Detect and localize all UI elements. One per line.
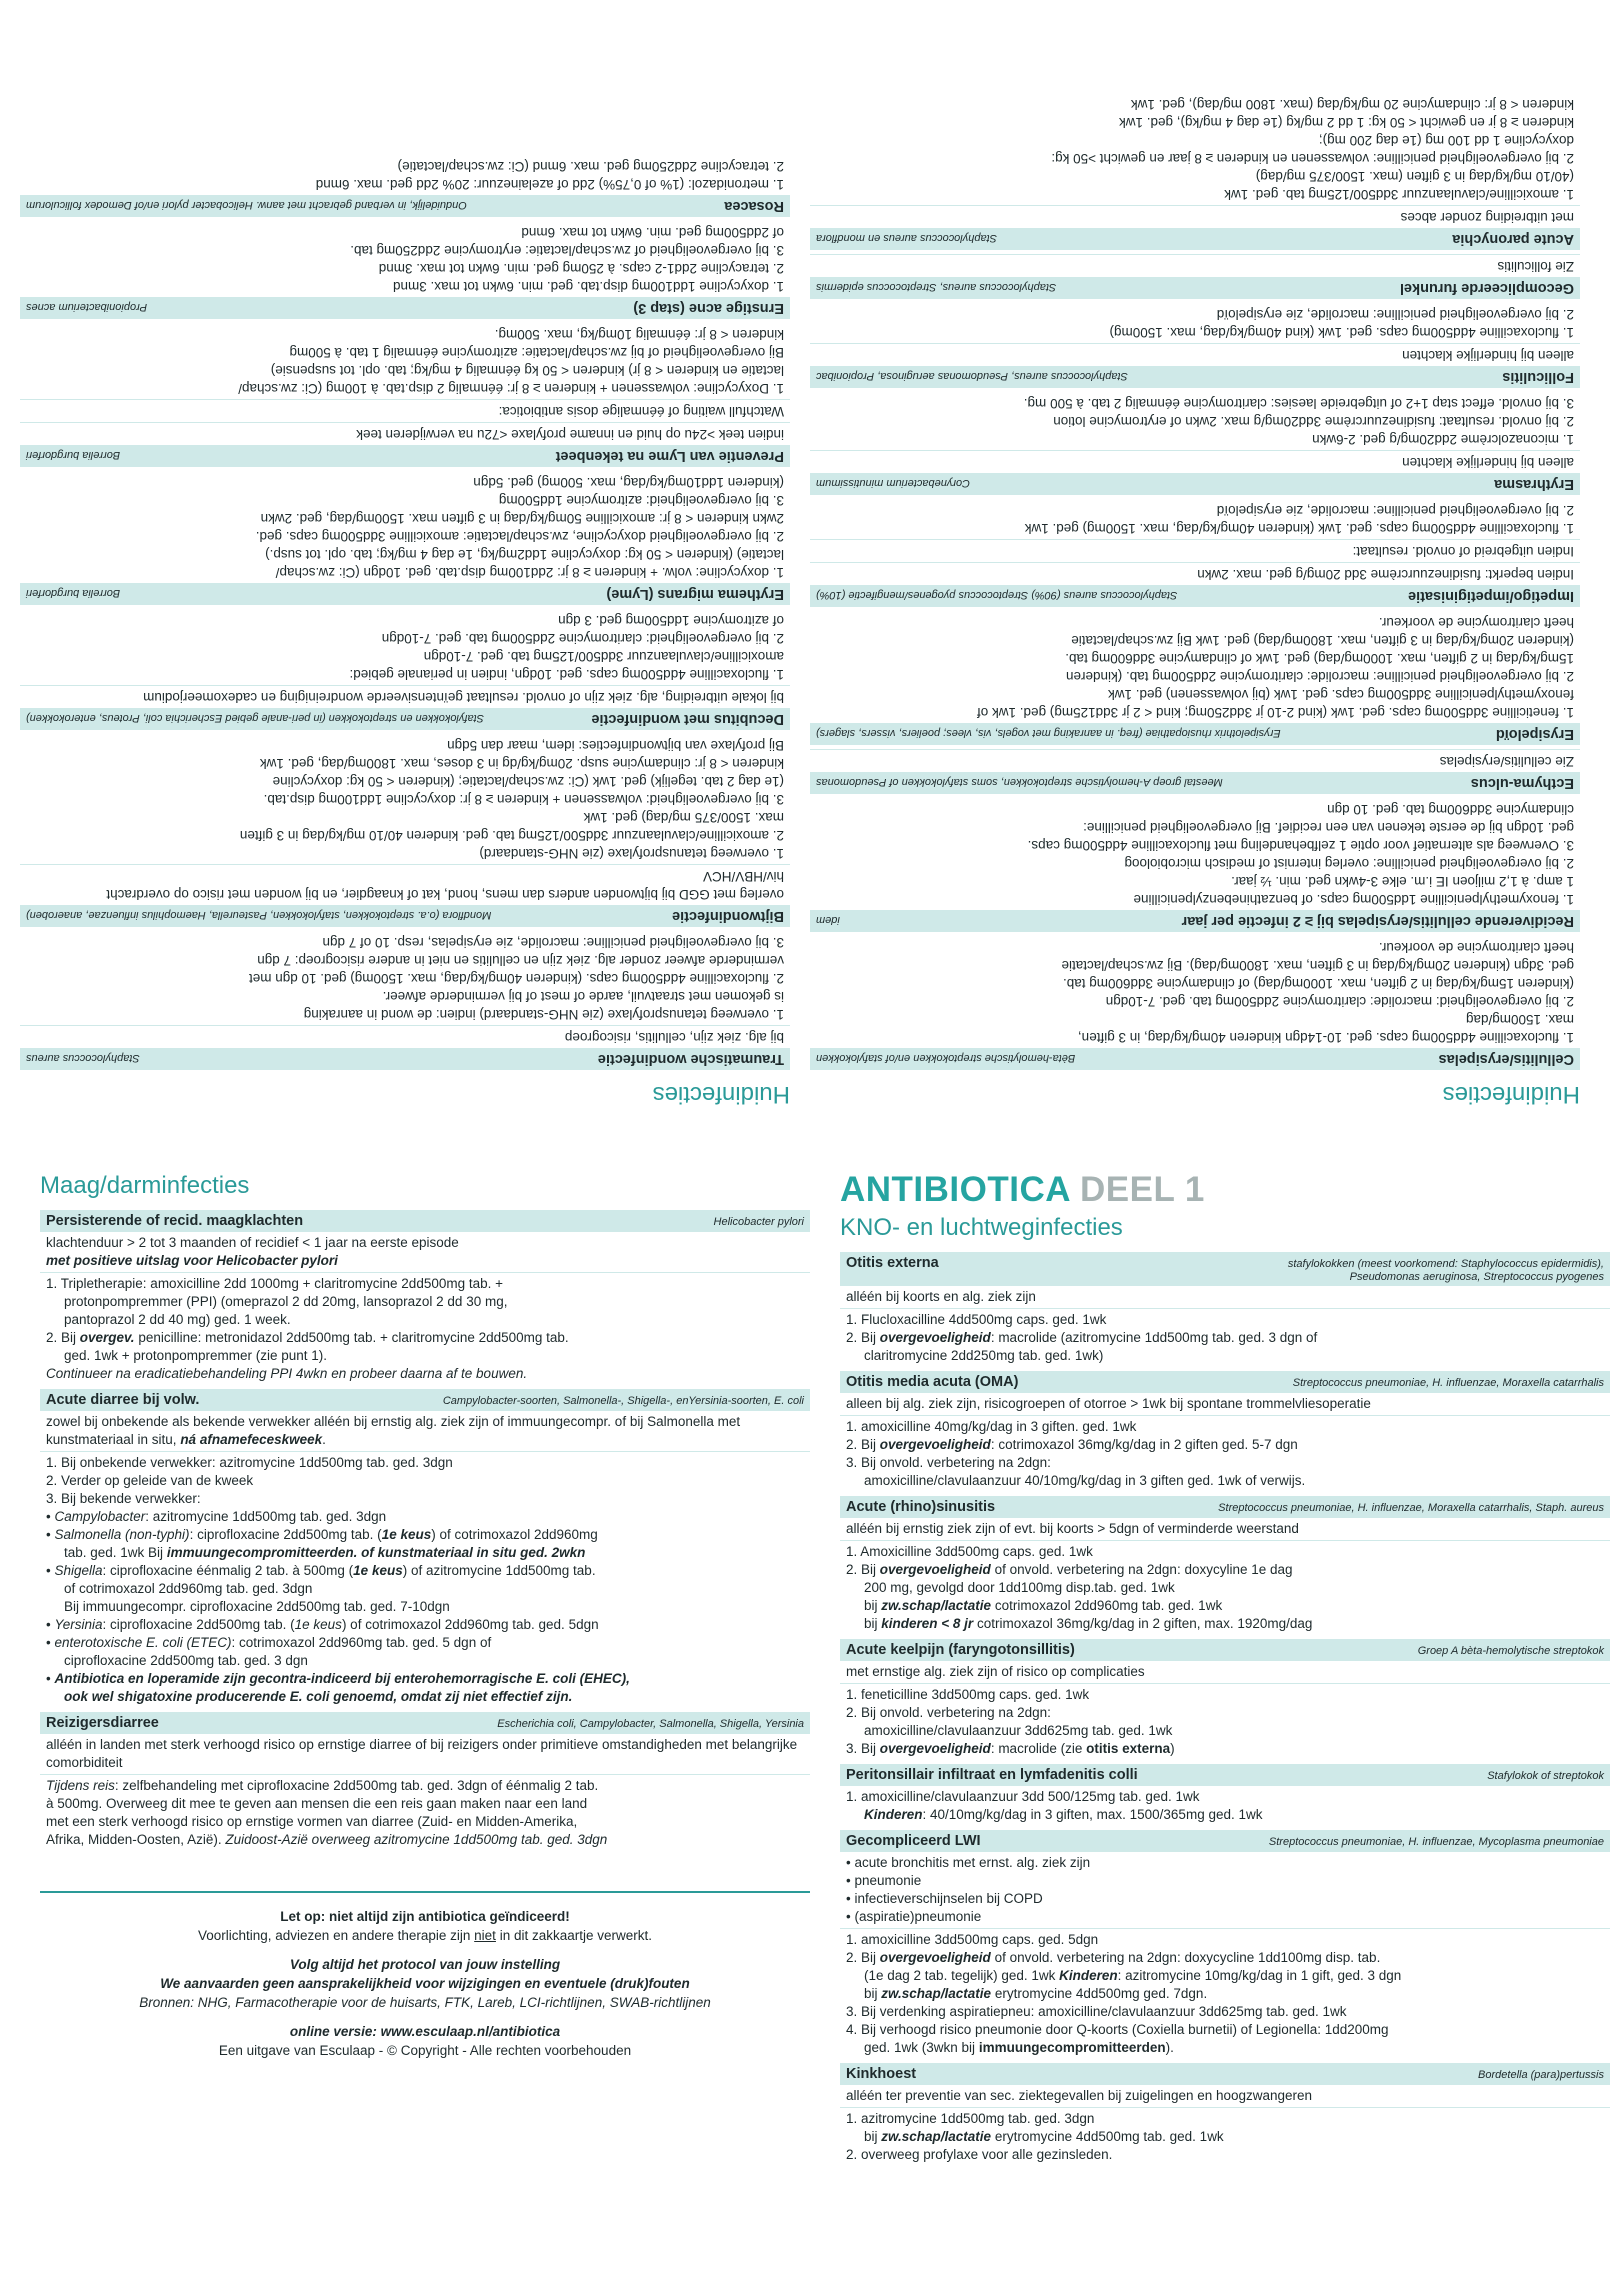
infection-header	[810, 228, 1580, 250]
treatment-line: 1. fenoxymethylpenicilline 1dd500mg caps. of benzathinebenzylpenicilline	[1133, 892, 1574, 907]
indication-text: met uitbreiding zonder abces	[810, 205, 1580, 228]
treatment-line: lactatie) (kinderen < 50 kg: doxycycline 1dd2mg/kg, 1e dag 4 mg/kg; tab. opl. tot susp.)	[265, 547, 784, 562]
treatment-text	[810, 936, 1580, 1048]
infection-title: Recidiverende cellulitis/erysipelas bij ≥ 2 infectie per jaar	[1181, 913, 1574, 929]
indication-text: Watchfull waiting of éénmalige dosis antibiotica:	[20, 399, 790, 422]
pathogen-label: Meestal groep A-hemolytische streptokokken, soms stafylokokken of Pseudomonas	[816, 776, 1223, 788]
infection-block	[810, 392, 1580, 495]
infection-title: Acute diarree bij volw.	[46, 1392, 200, 1408]
indication-text: met ernstige alg. ziek zijn of risico op complicaties	[840, 1661, 1610, 1684]
treatment-line: 2. bij overgevoeligheid penicilline: overleg internist of medisch microbioloog	[1124, 856, 1574, 871]
infection-header	[20, 905, 790, 927]
indication-text: zowel bij onbekende als bekende verwekker alléén bij ernstig alg. ziek zijn of immuungecompr. of bij Salmonella met kunstmateriaal in situ, ná afnamefeceskweek.	[40, 1411, 810, 1452]
infection-title: Bijtwondinfectie	[672, 908, 784, 924]
treatment-text	[810, 303, 1580, 343]
indication-text: alléén ter preventie van sec. ziektegevallen bij zuigelingen en hoogzwangeren	[840, 2085, 1610, 2108]
treatment-text	[40, 1452, 810, 1708]
infection-block	[40, 1389, 810, 1708]
infection-block	[810, 254, 1580, 299]
treatment-text	[20, 734, 790, 864]
infection-header	[810, 723, 1580, 745]
treatment-line: 3. Bij onvold. verbetering na 2dgn:	[846, 1455, 1051, 1470]
infection-title: Erysipeloïd	[1495, 726, 1574, 742]
treatment-text	[20, 471, 790, 583]
infection-title: Gecompliceerde furunkel	[1399, 280, 1574, 296]
indication-text: alleen bij hinderlijke klachten	[810, 343, 1580, 366]
infection-block	[840, 2063, 1610, 2166]
indication-text: Zie folliculitis	[810, 254, 1580, 277]
infection-header	[40, 1210, 810, 1232]
infection-title: Otitis externa	[846, 1255, 939, 1271]
treatment-line: • enterotoxische E. coli (ETEC): cotrimoxazol 2dd960mg tab. ged. 5 dgn of	[46, 1635, 492, 1650]
infection-title: Erythema migrans (Lyme)	[606, 586, 784, 602]
treatment-line: 1. overweeg tetanusprofylaxe (zie NHG-standaard)	[479, 846, 784, 861]
treatment-text	[20, 323, 790, 399]
indication-text: alléén in landen met sterk verhoogd risico op ernstige diarree of bij reizigers onder primitieve omstandigheden met belangrijke comorbiditeit	[40, 1734, 810, 1775]
treatment-line: kinderen < 8 jr: éénmalig 10mg/kg, max. 500mg.	[494, 327, 784, 342]
treatment-line: 200 mg, gevolgd door 1dd100mg disp.tab. ged. 1wk	[864, 1580, 1175, 1595]
infection-title: Otitis media acuta (OMA)	[846, 1374, 1019, 1390]
infection-title: Erythrasma	[1494, 476, 1574, 492]
treatment-line: 2. bij overgevoeligheid penicilline: macrolide: claritromycine 2dd500mg tab. (kinderen	[1065, 669, 1574, 684]
treatment-line: claritromycine 2dd250mg tab. ged. 1wk)	[864, 1348, 1104, 1363]
treatment-line: Bij overgevoeligheid of bij zw.schap/lactatie: azitromycine éénmalig 1 tab. à 500mg	[289, 345, 784, 360]
infection-title: Persisterende of recid. maagklachten	[46, 1213, 304, 1229]
pathogen-label: Corynebacterium minutissimum	[816, 477, 971, 489]
copyright-text: Een uitgave van Esculaap - © Copyright - Alle rechten voorbehouden	[218, 2043, 632, 2058]
pathogen-label: Staphylococcus aureus en mondflora	[816, 232, 997, 244]
infection-header	[840, 1496, 1610, 1518]
indication-text: indien teek >24u op huid en inname profylaxe <72u na verwijderen teek	[20, 422, 790, 445]
infection-block	[840, 1830, 1610, 2059]
treatment-line: (1e dag 2 tab. tegelijk) ged. 1wk (Ci: zw.schap/lactatie; (kinderen < 50 kg: doxycycline	[272, 774, 784, 789]
treatment-line: 1. overweeg tetanusprofylaxe (zie NHG-standaard) indien: de wond in aanraking	[303, 1007, 784, 1022]
treatment-line: ciprofloxacine 2dd500mg tab. ged. 3 dgn	[64, 1653, 308, 1668]
treatment-line: protonpompremmer (PPI) (omeprazol 2 dd 20mg, lansoprazol 2 dd 30 mg,	[64, 1294, 508, 1309]
treatment-line: kinderen < 8 jr: clindamycine 20 mg/kg/dag (max. 1800 mg/dag), ged. 1wk	[1130, 97, 1574, 112]
skin-infections-panel-1	[810, 0, 1580, 1110]
infection-title: Peritonsillair infiltraat en lymfadenitis colli	[846, 1767, 1138, 1783]
treatment-line: 1. Tripletherapie: amoxicilline 2dd 1000mg + claritromycine 2dd500mg tab. +	[46, 1276, 504, 1291]
infection-header	[810, 366, 1580, 388]
pathogen-label: Bordetella (para)pertussis	[1478, 2069, 1604, 2081]
sources-text: Bronnen: NHG, Farmacotherapie voor de huisarts, FTK, Lareb, LCI-richtlijnen, SWAB-richtlijnen	[139, 1995, 711, 2010]
indication-text: bij lokale uitbreiding, alg. ziek zijn of onvold. resultaat geïntensiveerde wondreiniging en cadexomeerjodium	[20, 685, 790, 708]
treatment-text	[840, 1684, 1610, 1760]
treatment-text	[810, 93, 1580, 205]
treatment-line: 3. Overweeg als alternatief voor optie 1 zelfbehandeling met flucloxacilline 4dd500mg caps.	[1027, 838, 1574, 853]
infection-block	[810, 798, 1580, 932]
treatment-line: 15mg/kg/dag in 2 giften, max. 1000mg/dag) ged. 1wk of clindamycine 3dd600mg tab.	[1065, 651, 1574, 666]
treatment-line: 1. metronidazol: (1% of 0,75%) 2dd of azelainezuur: 20% 2dd ged. max. 6mnd	[315, 177, 784, 192]
treatment-line: lactatie en kinderen < 8 jr) kinderen < 50 kg éénmalig 4 mg/kg; tab. opl. tot suspensie)	[270, 363, 784, 378]
treatment-line: (40/10 mg/kg/dag in 3 giften (max. 1500/375 mg/dag)	[1255, 169, 1574, 184]
treatment-line: of cotrimoxazol 2dd960mg tab. ged. 3dgn	[64, 1581, 313, 1596]
treatment-line: 3. Bij bekende verwekker:	[46, 1491, 201, 1506]
indication-text: Zie cellulitis/erysipelas	[810, 749, 1580, 772]
indication-text: Indien uitgebreid of onvold. resultaat:	[810, 539, 1580, 562]
treatment-line: 3. bij overgevoeligheid: volwassenen + kinderen ≥ 8 jr: doxycycline 1dd100mg disp.tab.	[263, 792, 784, 807]
pathogen-label: Helicobacter pylori	[713, 1216, 804, 1228]
infection-block	[40, 1210, 810, 1385]
pathogen-label: idem	[816, 914, 840, 926]
infection-block	[810, 93, 1580, 250]
pathogen-label: Campylobacter-soorten, Salmonella-, Shigella-, enYersinia-soorten, E. coli	[442, 1395, 804, 1407]
infection-title: Rosacea	[724, 198, 784, 214]
infection-header	[40, 1712, 810, 1734]
indication-text: alleen bij alg. ziek zijn, risicogroepen of otorroe > 1wk bij spontane trommelvliesoperatie	[840, 1393, 1610, 1416]
block-list	[20, 155, 790, 1070]
pathogen-label: Stafylokokken en streptokokken (in peri-anale gebied Escherichia coli, Proteus, enterokokken)	[26, 712, 484, 724]
treatment-line: Kinderen: 40/10mg/kg/dag in 3 giften, max. 1500/365mg ged. 1wk	[864, 1807, 1263, 1822]
treatment-line: 2. bij overgevoeligheid penicilline: volwassenen en kinderen ≥ 8 jaar en gewicht >50 kg:	[1051, 151, 1574, 166]
treatment-line: (kinderen 1dd10mg/kg/dag, max. 500mg) ged. 5dgn	[473, 475, 784, 490]
infection-block	[20, 734, 790, 927]
treatment-line: 2. overweeg profylaxe voor alle gezinsleden.	[846, 2147, 1113, 2162]
treatment-line: verminderde afweer zonder alg. ziek zijn en cellulitis en niet in andere risicogroep: 7 dgn	[257, 953, 784, 968]
infection-block	[40, 1712, 810, 1851]
pathogen-label: Staphylococcus aureus, Streptococcus epidermis	[816, 281, 1057, 293]
block-list	[810, 93, 1580, 1070]
treatment-line: 1. Flucloxacilline 4dd500mg caps. ged. 1wk	[846, 1312, 1107, 1327]
treatment-line: 1. miconazolcrème 2dd20mg/g ged. 2-6wkn	[1312, 432, 1574, 447]
treatment-line: 2. bij overgevoeligheid penicilline: macrolide, zie erysipeloïd	[1216, 307, 1574, 322]
treatment-line: 1. doxycycline: volw. + kinderen ≥ 8 jr: 2dd100mg disp.tab. ged. 10dgn (Ci: zw.schap/	[275, 565, 784, 580]
infection-title: Preventie van Lyme na tekenbeet	[555, 448, 784, 464]
pathogen-label: Escherichia coli, Campylobacter, Salmonella, Shigella, Yersinia	[497, 1718, 804, 1730]
infection-block	[810, 499, 1580, 607]
treatment-line: of 2dd500mg ged. min. 6wkn tot max. 6mnd	[521, 225, 784, 240]
infection-header	[840, 1639, 1610, 1661]
warning-text: Let op: niet altijd zijn antibiotica geïndiceerd!	[280, 1909, 570, 1924]
treatment-line: 1. feneticilline 3dd500mg caps. ged. 1wk (kind 2-10 jr 3dd250mg; kind < 2 jr 3dd125mg) ged. 1wk of	[977, 705, 1574, 720]
infection-block	[840, 1496, 1610, 1635]
treatment-text	[20, 609, 790, 685]
treatment-text	[20, 221, 790, 297]
infection-header	[20, 297, 790, 319]
treatment-line: Tijdens reis: zelfbehandeling met ciprofloxacine 2dd500mg tab. ged. 3dgn of éénmalig 2 tab.	[46, 1778, 599, 1793]
infection-header	[20, 708, 790, 730]
treatment-line: (1e dag 2 tab. tegelijk) ged. 1wk Kinderen: azitromycine 10mg/kg/dag in 1 gift, ged. 3 dgn	[864, 1968, 1402, 1983]
indication-text: alléén bij koorts en alg. ziek zijn	[840, 1286, 1610, 1309]
treatment-line: • Antibiotica en loperamide zijn gecontra-indiceerd bij enterohemorragische E. coli (EHEC),	[46, 1671, 630, 1686]
block-list	[840, 1252, 1610, 2166]
pathogen-label: Staphylococcus aureus	[26, 1052, 140, 1064]
treatment-line: 1. flucloxacilline 4dd500mg caps. ged. 1wk (kind 40mg/kg/dag, max. 1500mg)	[1109, 325, 1574, 340]
infection-title: Decubitus met wondinfectie	[591, 711, 784, 727]
treatment-line: Bij immuungecompr. ciprofloxacine 2dd500mg tab. ged. 7-10dgn	[64, 1599, 450, 1614]
infection-header	[810, 772, 1580, 794]
treatment-line: 2. Verder op geleide van de kweek	[46, 1473, 254, 1488]
section-title: Huidinfecties	[1442, 1081, 1580, 1108]
infection-block	[20, 221, 790, 319]
treatment-line: 2. bij overgevoeligheid penicilline: macrolide, zie erysipeloïd	[1216, 503, 1574, 518]
treatment-line: 3. bij overgevoeligheid penicilline: macrolide, zie erysipelas, resp. 10 of 7 dgn	[322, 935, 784, 950]
infection-block	[840, 1639, 1610, 1760]
ent-respiratory-panel	[840, 1170, 1610, 2280]
infection-header	[810, 585, 1580, 607]
treatment-line: Afrika, Midden-Oosten, Azië). Zuidoost-Azië overweeg azitromycine 1dd500mg tab. ged. 3dgn	[46, 1832, 608, 1847]
infection-header	[810, 910, 1580, 932]
infection-header	[20, 583, 790, 605]
treatment-line: 2. Bij overgev. penicilline: metronidazol 2dd500mg tab. + claritromycine 2dd500mg tab.	[46, 1330, 569, 1345]
treatment-text	[810, 499, 1580, 539]
infection-title: Traumatische wondinfectie	[597, 1051, 784, 1067]
treatment-line: pantoprazol 2 dd 40 mg) ged. 1 week.	[64, 1312, 291, 1327]
infection-block	[840, 1764, 1610, 1826]
treatment-line: (kinderen 15mg/kg/dag in 2 giften, max. 1000mg/dag) of clindamycine 3dd600mg tab.	[1062, 976, 1574, 991]
treatment-line: • Salmonella (non-typhi): ciprofloxacine 2dd500mg tab. (1e keus) of cotrimoxazol 2dd960mg	[46, 1527, 598, 1542]
treatment-line: 1. amoxicilline/clavulaanzuur 3dd 500/125mg tab. ged. 1wk	[846, 1789, 1200, 1804]
treatment-text	[810, 392, 1580, 450]
infection-title: Cellulitis/erysipelas	[1438, 1051, 1574, 1067]
infection-header	[810, 1048, 1580, 1070]
treatment-line: 1. flucloxacilline 4dd500mg caps. ged. 1wk (kinderen 40mg/kg/dag, max. 1500mg) ged. 1wk	[1024, 521, 1574, 536]
treatment-line: 1. amoxicilline 3dd500mg caps. ged. 5dgn	[846, 1932, 1099, 1947]
treatment-text	[810, 611, 1580, 723]
treatment-text	[810, 798, 1580, 910]
indication-text: bij alg. ziek zijn, cellulitis, risicogroep	[20, 1025, 790, 1048]
treatment-line: heeft claritromycine de voorkeur.	[1378, 615, 1574, 630]
online-link[interactable]: online versie: www.esculaap.nl/antibiotica	[289, 2024, 561, 2039]
treatment-line: 2. flucloxacilline 4dd500mg caps. (kinderen 40mg/kg/dag, max. 1500mg) ged. 10 dgn met	[248, 971, 784, 986]
gastro-infections-panel	[40, 1170, 810, 2280]
treatment-line: bij kinderen < 8 jr cotrimoxazol 36mg/kg/dag in 2 giften, max. 1920mg/dag	[864, 1616, 1313, 1631]
treatment-line: met een sterk verhoogd risico op ernstige vormen van diarree (Zuid- en Midden-Amerika,	[46, 1814, 578, 1829]
infection-title: Acute keelpijn (faryngotonsillitis)	[846, 1642, 1075, 1658]
treatment-line: amoxicilline/clavulaanzuur 3dd625mg tab. ged. 1wk	[864, 1723, 1173, 1738]
infection-block	[810, 611, 1580, 745]
treatment-text	[840, 2108, 1610, 2166]
treatment-line: 1. feneticilline 3dd500mg caps. ged. 1wk	[846, 1687, 1090, 1702]
info-text: Voorlichting, adviezen en andere therapie zijn niet in dit zakkaartje verwerkt.	[197, 1928, 653, 1943]
treatment-text	[40, 1775, 810, 1851]
treatment-line: 1. azitromycine 1dd500mg tab. ged. 3dgn	[846, 2111, 1095, 2126]
treatment-line: 2. bij onvold. resultaat: fusidinezuurcrème 3dd20mg/g max. 2wkn of erytromycine lotion	[1053, 414, 1574, 429]
infection-header	[20, 1048, 790, 1070]
treatment-line: 1. flucloxacilline 4dd500mg caps. ged. 10-14dgn kinderen 40mg/kg/dag, in 3 giften,	[1077, 1030, 1574, 1045]
treatment-line: 2. Bij overgevoeligheid: cotrimoxazol 36mg/kg/dag in 2 giften ged. 5-7 dgn	[846, 1437, 1298, 1452]
infection-block	[810, 303, 1580, 388]
treatment-line: amoxicilline/clavulaanzuur 3dd500/125mg tab. ged. 7-10dgn	[423, 649, 784, 664]
pathogen-label: Propionibacterium acnes	[26, 301, 148, 313]
pathogen-label: Streptococcus pneumoniae, H. influenzae, Mycoplasma pneumoniae	[1268, 1836, 1604, 1848]
treatment-text	[840, 1929, 1610, 2059]
block-list	[40, 1210, 810, 1851]
infection-block	[840, 1252, 1610, 1367]
indication-text: overleg met GGD bij bijtwonden anders dan mens, hond, kat of knaagdier, en bij wonden met risico op overdracht hiv/HBV/HCV	[20, 864, 790, 905]
treatment-text	[840, 1786, 1610, 1826]
treatment-line: bij zw.schap/lactatie cotrimoxazol 2dd960mg tab. ged. 1wk	[864, 1598, 1223, 1613]
infection-block	[810, 749, 1580, 794]
treatment-line: 2. Bij onvold. verbetering na 2dgn:	[846, 1705, 1051, 1720]
treatment-line: 1. amoxicilline/clavulaanzuur 3dd500/125mg tab. ged. 1wk	[1224, 187, 1574, 202]
treatment-line: • Campylobacter: azitromycine 1dd500mg tab. ged. 3dgn	[46, 1509, 387, 1524]
treatment-text	[840, 1541, 1610, 1635]
treatment-line: • Shigella: ciprofloxacine éénmalig 2 tab. à 500mg (1e keus) of azitromycine 1dd500mg tab.	[46, 1563, 596, 1578]
treatment-line: ged. 1wk + protonpompremmer (zie punt 1).	[64, 1348, 327, 1363]
pathogen-label: Stafylokok of streptokok	[1487, 1770, 1604, 1782]
section-title: KNO- en luchtweginfecties	[840, 1214, 1123, 1241]
infection-header	[810, 473, 1580, 495]
pathogen-label: Bèta-hemolytische streptokokken en/of stafylokokken	[816, 1052, 1076, 1064]
indication-text: alleen bij hinderlijke klachten	[810, 450, 1580, 473]
treatment-line: 2. bij overgevoeligheid doxycycline, zw.schap/lactatie: amoxicilline 3dd500mg caps. ged.	[255, 529, 784, 544]
infection-header	[20, 195, 790, 217]
treatment-line: 1. flucloxacilline 4dd500mg caps. ged. 10dgn, indien in perianale gebied:	[349, 667, 784, 682]
treatment-line: kinderen < 8 jr: clindamycine susp. 20mg/kg/dg in 3 doses, max. 1800mg/dag, ged. 1wk	[259, 756, 784, 771]
treatment-line: 1 amp. à 1,2 miljoen IE i.m. elke 3-4wkn ged. min. ½ jaar.	[1231, 874, 1574, 889]
infection-header	[840, 1830, 1610, 1852]
treatment-line: clindamycine 3dd600mg tab. ged. 10 dgn	[1327, 802, 1574, 817]
disclaimer-footer	[40, 1891, 810, 2060]
pathogen-label: Onduidelijk, in verband gebracht met aanw. Helicobacter pylori en/of Demodex folliculorum	[26, 199, 467, 211]
infection-header	[810, 277, 1580, 299]
infection-title: Acute paronychia	[1452, 231, 1574, 247]
treatment-line: 1. Amoxicilline 3dd500mg caps. ged. 1wk	[846, 1544, 1093, 1559]
infection-header	[40, 1389, 810, 1411]
skin-infections-panel-2	[20, 0, 790, 1110]
treatment-text	[20, 931, 790, 1025]
treatment-line: ook wel shigatoxine producerende E. coli genoemd, omdat zij niet effectief zijn.	[64, 1689, 573, 1704]
infection-header	[840, 1764, 1610, 1786]
treatment-line: tab. ged. 1wk Bij immuungecompromitteerden. of kunstmateriaal in situ ged. 2wkn	[64, 1545, 586, 1560]
treatment-line: 2. amoxicilline/clavulaanzuur 3dd500/125mg tab. ged. kinderen 40/10 mg/kg/dag in 3 giften	[239, 828, 784, 843]
treatment-line: 3. Bij overgevoeligheid: macrolide (zie otitis externa)	[846, 1741, 1175, 1756]
treatment-line: 3. Bij verdenking aspiratiepneu: amoxicilline/clavulaanzuur 3dd625mg tab. ged. 1wk	[846, 2004, 1347, 2019]
indication-text: alléén bij ernstig ziek zijn of evt. bij koorts > 5dgn of verminderde weerstand	[840, 1518, 1610, 1541]
treatment-line: heeft claritromycine de voorkeur.	[1378, 940, 1574, 955]
indication-text: Indien beperkt: fusidinezuurcrème 3dd 20mg/g ged. max. 2wkn	[810, 562, 1580, 585]
infection-header	[20, 445, 790, 467]
treatment-line: kinderen ≥ 8 jr en gewicht < 50 kg: 1 dd 2 mg/kg (1e dag 4 mg/kg), ged. 1wk	[1118, 115, 1574, 130]
pathogen-label: Streptococcus pneumoniae, H. influenzae, Moraxella catarrhalis, Staph. aureus	[1218, 1502, 1604, 1514]
indication-text: • acute bronchitis met ernst. alg. ziek zijn • pneumonie • infectieverschijnselen bij COPD • (aspiratie)pneumonie	[840, 1852, 1610, 1929]
treatment-line: fenoxymethylpenicilline 3dd500mg caps. ged. 1wk (bij volwassenen) ged. 1wk	[1107, 687, 1574, 702]
treatment-line: à 500mg. Overweeg dit mee te geven aan mensen die een reis gaan maken naar een land	[46, 1796, 588, 1811]
infection-title: Reizigersdiarree	[46, 1715, 159, 1731]
pathogen-label: Borrelia burgdorferi	[26, 587, 121, 599]
treatment-line: (kinderen 20mg/kg/dag in 3 giften, max. 1800mg/dag) ged. 1wk Bij zw.schap/lactatie	[1071, 633, 1574, 648]
section-title: Huidinfecties	[652, 1081, 790, 1108]
treatment-line: is gekomen met straatvuil, aarde of mest of bij verminderde afweer.	[382, 989, 784, 1004]
infection-block	[20, 609, 790, 730]
infection-title: Folliculitis	[1502, 369, 1574, 385]
card-title	[840, 1170, 1610, 1210]
section-title: Maag/darminfecties	[40, 1172, 250, 1199]
card-title-main: ANTIBIOTICA	[840, 1170, 1070, 1209]
pathogen-label: stafylokokken (meest voorkomend: Staphylococcus epidermidis), Pseudomonas aeruginosa, Streptococcus pyogenes	[1287, 1258, 1604, 1283]
treatment-line: 4. Bij verhoogd risico pneumonie door Q-koorts (Coxiella burnetii) of Legionella: 1dd200mg	[846, 2022, 1389, 2037]
treatment-text	[840, 1309, 1610, 1367]
treatment-line: Continueer na eradicatiebehandeling PPI 4wkn en probeer daarna af te bouwen.	[46, 1366, 528, 1381]
infection-header	[840, 1252, 1610, 1286]
infection-title: Impetigo/impetiginisatie	[1408, 588, 1574, 604]
treatment-text	[840, 1416, 1610, 1492]
infection-header	[840, 2063, 1610, 2085]
card-title-part: DEEL 1	[1079, 1170, 1205, 1209]
treatment-line: 1. Doxycycline: volwassenen + kinderen ≥ 8 jr: éénmalig 2 disp.tab. à 100mg (Ci: zw.schap/	[238, 381, 784, 396]
pathogen-label: Staphylococcus aureus (90%) Streptococcus pyogenes/mengifectie (10%)	[816, 589, 1178, 601]
infection-header	[840, 1371, 1610, 1393]
infection-title: Kinkhoest	[846, 2066, 917, 2082]
liability-text: We aanvaarden geen aansprakelijkheid voor wijzigingen en eventuele (druk)fouten	[160, 1976, 690, 1991]
treatment-line: 2. Bij overgevoeligheid of onvold. verbetering na 2dgn: doxycycline 1dd100mg disp. tab.	[846, 1950, 1381, 1965]
treatment-line: bij zw.schap/lactatie erytromycine 4dd500mg tab. ged. 1wk	[864, 2129, 1224, 2144]
treatment-line: max. 1500mg/dag	[1465, 1012, 1574, 1027]
infection-block	[20, 155, 790, 217]
pathogen-label: Mondflora (o.a. streptokokken, stafylokokken, Pasteurella, Haemophilus influenzae, anaeroben)	[26, 909, 492, 921]
treatment-line: max. 1500/375 mg/dag) ged. 1wk	[583, 810, 784, 825]
treatment-line: 2. tetracycline 2dd250mg ged. max. 6mnd (Ci: zw.schap/lactatie)	[397, 159, 784, 174]
infection-title: Ecthyma-ulcus	[1470, 775, 1574, 791]
treatment-line: Bij profylaxe van bijtwondinfecties: idem, maar dan 5dgn	[447, 738, 784, 753]
pathogen-label: Borrelia burgdorferi	[26, 449, 121, 461]
treatment-line: 2. bij overgevoeligheid: macrolide: claritromycine 2dd500mg tab. ged. 7-10dgn	[1105, 994, 1574, 1009]
infection-block	[20, 931, 790, 1070]
treatment-line: of azitromycine 1dd500mg ged. 3 dgn	[558, 613, 784, 628]
treatment-line: 1. doxycycline 1dd100mg disp.tab. ged. min. 6wkn tot max. 3mnd	[393, 279, 784, 294]
treatment-line: 1. Bij onbekende verwekker: azitromycine 1dd500mg tab. ged. 3dgn	[46, 1455, 453, 1470]
infection-block	[20, 471, 790, 605]
treatment-line: doxycycline 1 dd 100 mg (1e dag 200 mg);	[1318, 133, 1574, 148]
treatment-line: 2. Bij overgevoeligheid: macrolide (azitromycine 1dd500mg tab. ged. 3 dgn of	[846, 1330, 1318, 1345]
treatment-line: 2. tetracycline 2dd1-2 caps. à 250mg ged. min. 6wkn tot max. 3mnd	[378, 261, 784, 276]
treatment-line: ged. 3dgn (kinderen 20mg/kg/dag in 3 giften, max. 1800mg/dag). Bij zw.schap/lactatie	[1061, 958, 1574, 973]
treatment-line: ged. 10dgn bij de eerste tekenen van een recidief. Bij overgevoeligheid penicilline:	[1083, 820, 1574, 835]
infection-title: Ernstige acne (stap 3)	[633, 300, 784, 316]
treatment-line: • Yersinia: ciprofloxacine 2dd500mg tab. (1e keus) of cotrimoxazol 2dd960mg tab. ged. 5dgn	[46, 1617, 599, 1632]
treatment-line: ged. 1wk (3wkn bij immuungecompromitteerden).	[864, 2040, 1174, 2055]
pathogen-label: Groep A bèta-hemolytische streptokok	[1417, 1645, 1604, 1657]
treatment-line: bij zw.schap/lactatie erytromycine 4dd500mg ged. 7dgn.	[864, 1986, 1208, 2001]
treatment-line: 3. bij overgevoeligheid of zw.schap/lactatie: erytromycine 2dd250mg tab.	[350, 243, 784, 258]
infection-block	[20, 323, 790, 467]
pathogen-label: Erysipelothrix rhusiopathiae (freq. in aanraking met vogels, vis, vlees; poeliers, vissers, slagers)	[816, 727, 1281, 739]
treatment-line: 2wkn kinderen < 8 jr: amoxicilline 50mg/kg/dag in 3 giften max. 1500mg/dag, ged. 2wkn	[260, 511, 784, 526]
protocol-text: Volg altijd het protocol van jouw instelling	[289, 1957, 561, 1972]
infection-title: Acute (rhino)sinusitis	[846, 1499, 996, 1515]
treatment-line: amoxicilline/clavulaanzuur 40/10mg/kg/dag in 3 giften ged. 1wk of verwijs.	[864, 1473, 1306, 1488]
treatment-text	[20, 155, 790, 195]
indication-text: klachtenduur > 2 tot 3 maanden of recidief < 1 jaar na eerste episode met positieve uitslag voor Helicobacter pylori	[40, 1232, 810, 1273]
pathogen-label: Staphylococcus aureus, Pseudomonas aeruginosa, Propionibac	[816, 370, 1128, 382]
infection-title: Gecompliceerd LWI	[846, 1833, 981, 1849]
treatment-text	[40, 1273, 810, 1385]
treatment-line: 1. amoxicilline 40mg/kg/dag in 3 giften. ged. 1wk	[846, 1419, 1137, 1434]
treatment-line: 2. Bij overgevoeligheid of onvold. verbetering na 2dgn: doxycyline 1e dag	[846, 1562, 1293, 1577]
infection-block	[810, 936, 1580, 1070]
pathogen-label: Streptococcus pneumoniae, H. influenzae, Moraxella catarrhalis	[1292, 1377, 1604, 1389]
infection-block	[840, 1371, 1610, 1492]
treatment-line: 2. bij overgevoeligheid: claritromycine 2dd500mg tab. ged. 7-10dgn	[381, 631, 784, 646]
treatment-line: 3. bij overgevoeligheid: azitromycine 1dd500mg	[498, 493, 784, 508]
treatment-line: 3. bij onvold. effect stap 1+2 of uitgebreide laesies: claritromycine éénmalig 2 tab. à 500 mg.	[1023, 396, 1574, 411]
